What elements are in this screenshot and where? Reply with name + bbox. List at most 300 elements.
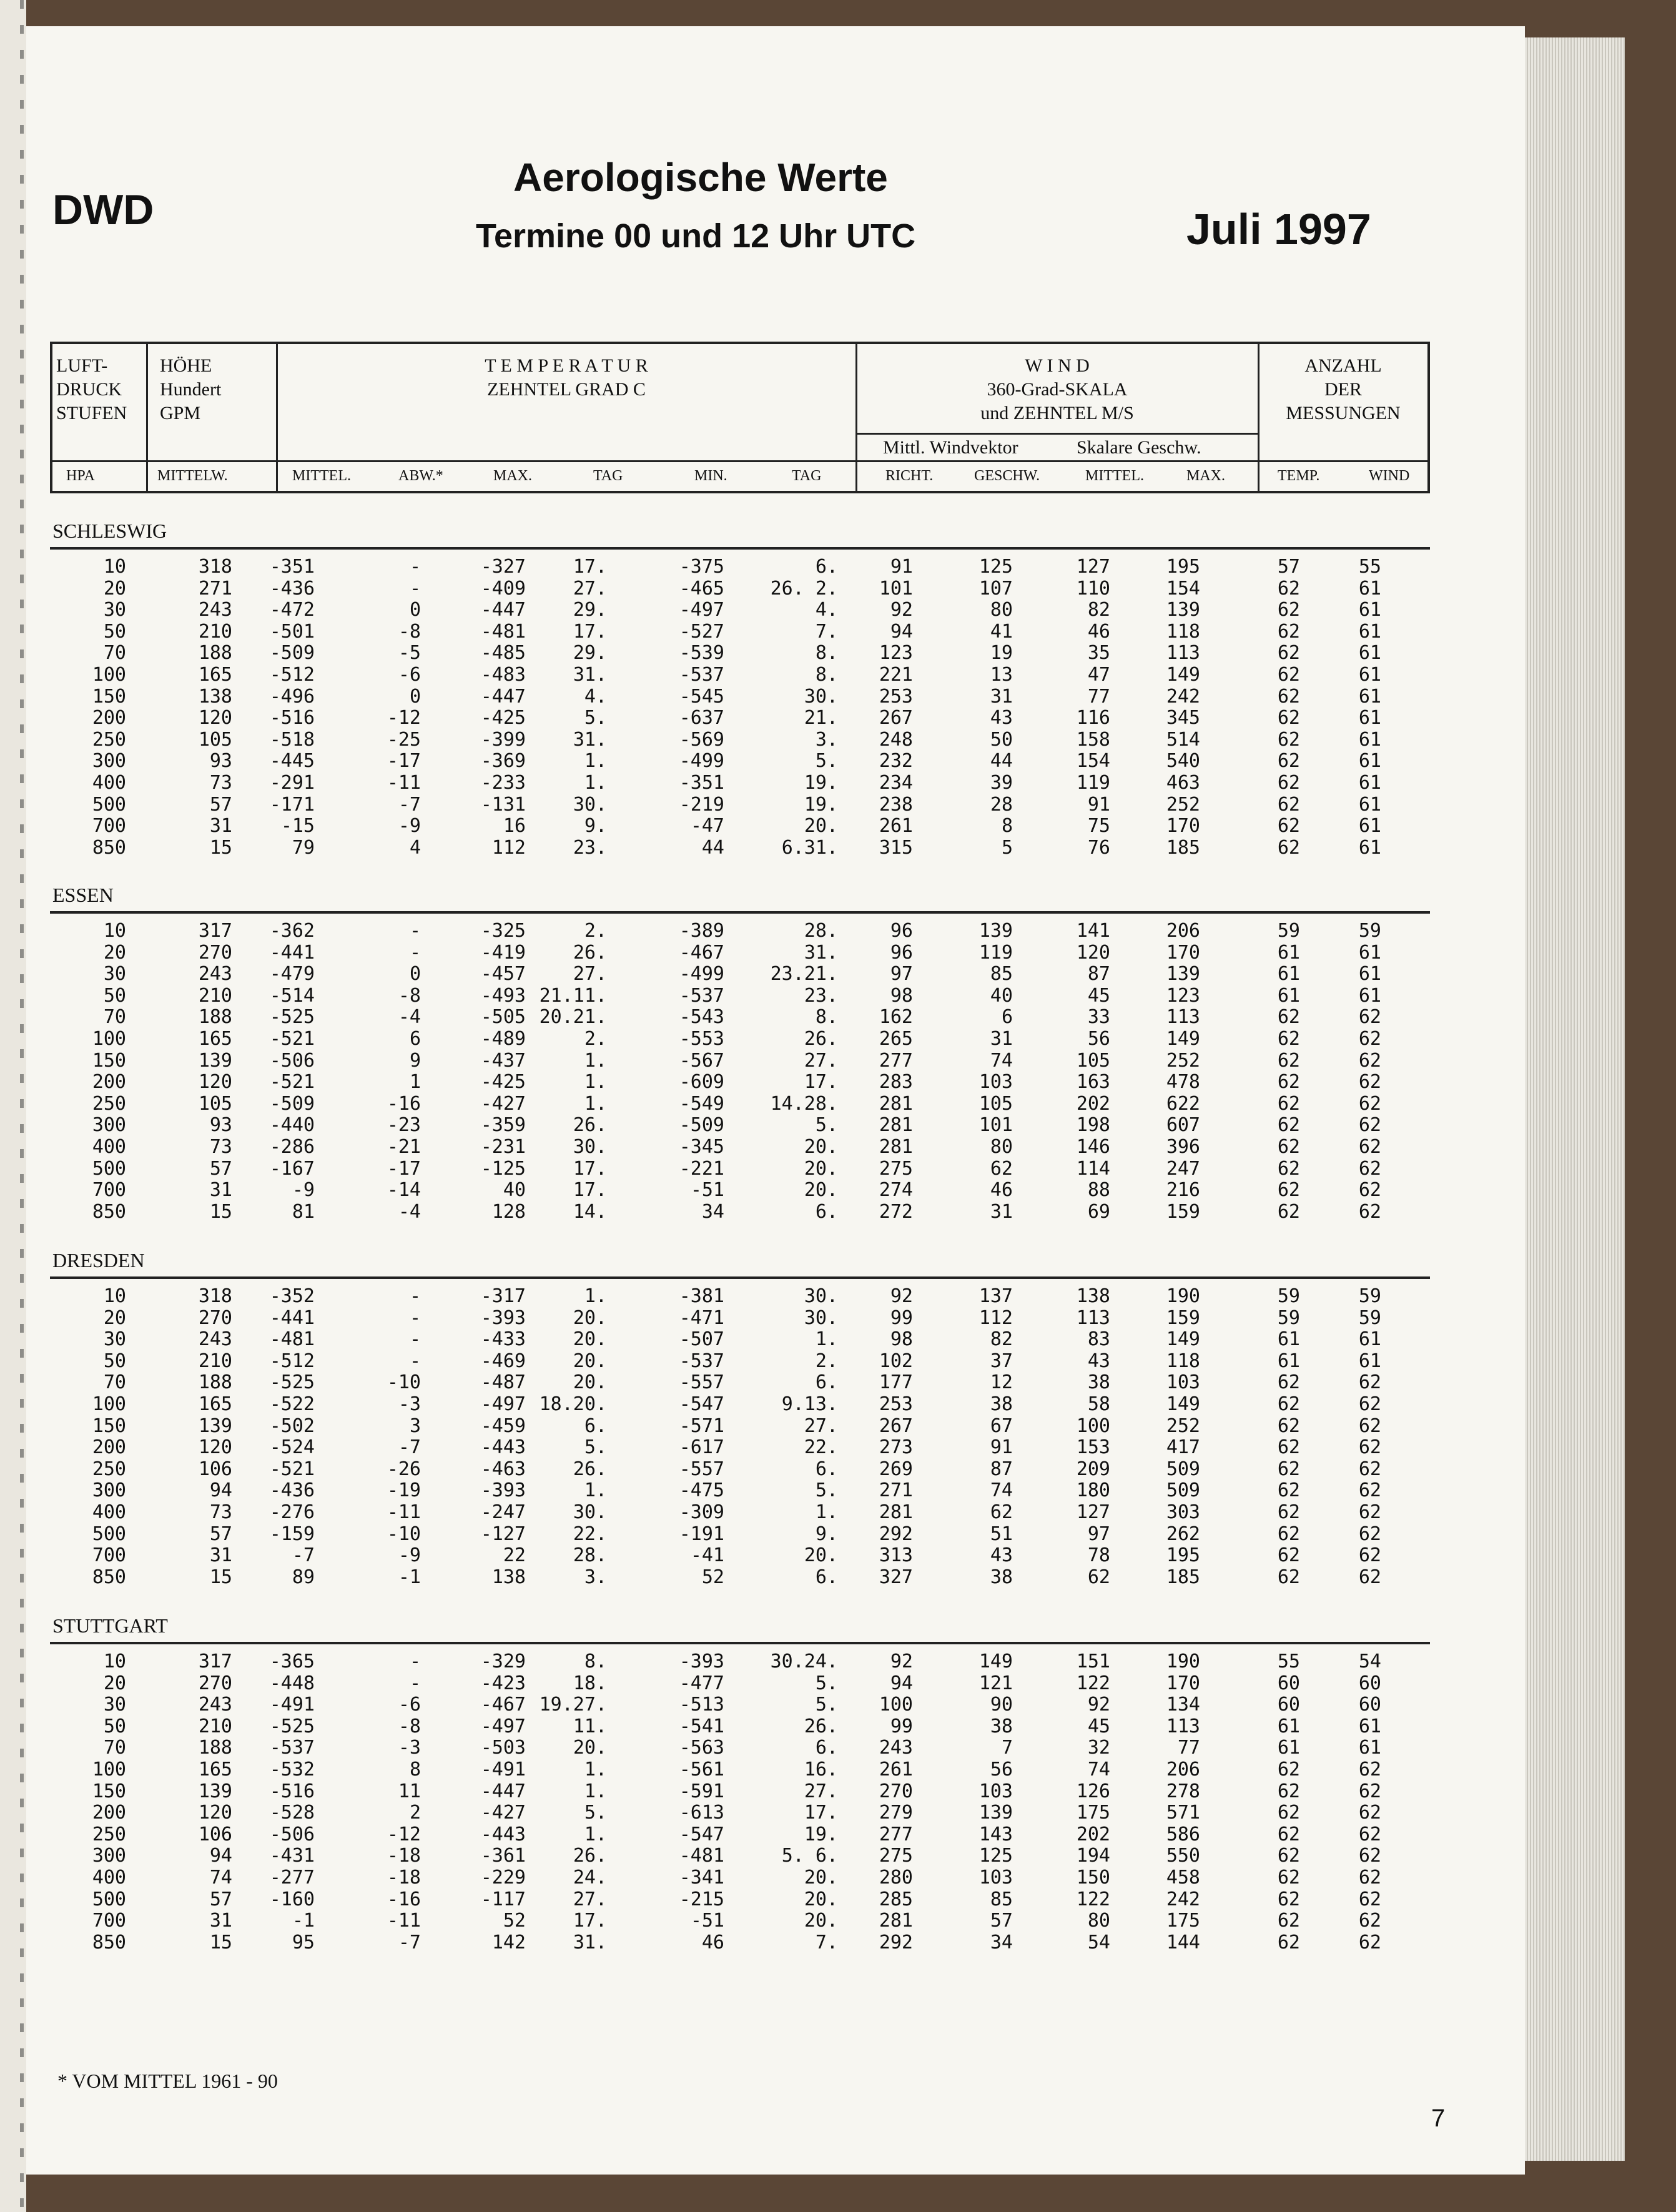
table-cell: 4. <box>584 685 607 708</box>
table-cell: -352 <box>269 1285 315 1307</box>
table-cell: 47 <box>1087 664 1110 686</box>
table-cell: -613 <box>679 1802 724 1824</box>
table-cell: 31 <box>209 1544 232 1567</box>
table-cell: 61 <box>1358 685 1381 708</box>
table-cell: 62 <box>1277 772 1300 794</box>
table-cell: 55 <box>1277 1651 1300 1672</box>
table-cell: -447 <box>480 1780 526 1802</box>
table-cell: 19. <box>804 1823 838 1845</box>
table-cell: 10 <box>103 556 126 578</box>
table-cell: 62 <box>1277 1049 1300 1072</box>
table-cell: 62 <box>1277 664 1300 686</box>
table-cell: 61 <box>1358 728 1381 751</box>
table-cell: -21 <box>387 1136 421 1158</box>
table-cell: -6 <box>398 664 421 686</box>
table-cell: -543 <box>679 1006 724 1029</box>
table-cell: 252 <box>1166 1049 1200 1072</box>
table-cell: 1. <box>584 1285 607 1307</box>
table-cell: 478 <box>1166 1071 1200 1094</box>
table-cell: 143 <box>978 1823 1013 1845</box>
table-cell: 121 <box>978 1672 1013 1694</box>
station-name: STUTTGART <box>52 1614 168 1637</box>
table-cell: 210 <box>198 984 232 1007</box>
table-cell: 700 <box>92 1544 126 1567</box>
table-cell: 242 <box>1166 1888 1200 1910</box>
table-cell: 85 <box>990 963 1013 985</box>
table-cell: 76 <box>1087 836 1110 859</box>
unit-label: HPA <box>66 468 95 484</box>
table-cell: 62 <box>1277 1910 1300 1932</box>
table-cell: - <box>409 920 421 942</box>
table-cell: 250 <box>92 1458 126 1480</box>
table-cell: 281 <box>879 1114 913 1137</box>
table-cell: 30 <box>103 1694 126 1716</box>
table-row <box>26 1651 1525 1672</box>
table-cell: -276 <box>269 1501 315 1523</box>
table-cell: 50 <box>103 984 126 1007</box>
table-cell: -459 <box>480 1415 526 1437</box>
table-cell: -419 <box>480 941 526 964</box>
table-cell: 62 <box>1277 1415 1300 1437</box>
station-name: ESSEN <box>52 884 114 906</box>
table-cell: 26. <box>573 1845 607 1867</box>
table-cell: 62 <box>1277 1802 1300 1824</box>
table-cell: 50 <box>990 728 1013 751</box>
table-cell: 30. <box>804 1306 838 1329</box>
table-cell: 98 <box>890 1328 913 1351</box>
table-cell: 45 <box>1087 1715 1110 1737</box>
table-cell: 6. <box>815 1371 838 1394</box>
table-cell: 216 <box>1166 1179 1200 1202</box>
table-cell: -10 <box>387 1523 421 1545</box>
table-cell: 400 <box>92 1867 126 1889</box>
table-cell: 1. <box>815 1328 838 1351</box>
table-cell: 120 <box>198 1436 232 1459</box>
table-cell: 17. <box>573 1157 607 1180</box>
table-row <box>26 1393 1525 1415</box>
table-cell: 91 <box>890 556 913 578</box>
table-cell: -525 <box>269 1715 315 1737</box>
table-cell: -521 <box>269 1028 315 1050</box>
table-cell: 149 <box>978 1651 1013 1672</box>
divider <box>52 460 1427 462</box>
table-cell: -443 <box>480 1823 526 1845</box>
table-cell: 6. <box>815 1737 838 1759</box>
table-cell: 267 <box>879 1415 913 1437</box>
table-cell: -16 <box>387 1888 421 1910</box>
table-cell: 61 <box>1358 1737 1381 1759</box>
table-cell: 6 <box>409 1028 421 1050</box>
table-cell: 188 <box>198 642 232 664</box>
table-cell: 62 <box>1358 1436 1381 1459</box>
table-cell: -8 <box>398 620 421 643</box>
table-cell: 194 <box>1076 1845 1110 1867</box>
table-cell: 51 <box>990 1523 1013 1545</box>
table-cell: 138 <box>1076 1285 1110 1307</box>
table-cell: -521 <box>269 1458 315 1480</box>
table-cell: -547 <box>679 1393 724 1415</box>
table-cell: -11 <box>387 772 421 794</box>
table-cell: 62 <box>1358 1867 1381 1889</box>
table-cell: 62 <box>1277 1006 1300 1029</box>
table-cell: 146 <box>1076 1136 1110 1158</box>
table-cell: 20. <box>804 815 838 837</box>
table-cell: -469 <box>480 1350 526 1372</box>
unit-label: TEMP. <box>1278 468 1320 484</box>
table-cell: -501 <box>269 620 315 643</box>
table-cell: 6. <box>815 556 838 578</box>
table-cell: - <box>409 1651 421 1672</box>
table-cell: 15 <box>209 1566 232 1588</box>
table-cell: 165 <box>198 1028 232 1050</box>
table-cell: 61 <box>1358 642 1381 664</box>
table-cell: -127 <box>480 1523 526 1545</box>
table-cell: 188 <box>198 1737 232 1759</box>
table-cell: 2. <box>815 1350 838 1372</box>
table-cell: 16 <box>503 815 526 837</box>
table-cell: 149 <box>1166 1393 1200 1415</box>
table-cell: 0 <box>409 685 421 708</box>
table-cell: -17 <box>387 1157 421 1180</box>
table-cell: 87 <box>1087 963 1110 985</box>
table-row <box>26 1201 1525 1222</box>
table-cell: 57 <box>1277 556 1300 578</box>
table-cell: 850 <box>92 1566 126 1588</box>
table-cell: -522 <box>269 1393 315 1415</box>
table-row <box>26 942 1525 963</box>
table-cell: 20. <box>573 1306 607 1329</box>
table-cell: 62 <box>1358 1523 1381 1545</box>
table-cell: 137 <box>978 1285 1013 1307</box>
table-cell: 31 <box>209 1910 232 1932</box>
table-cell: -475 <box>679 1479 724 1502</box>
table-cell: 165 <box>198 664 232 686</box>
table-cell: 313 <box>879 1544 913 1567</box>
table-cell: 6. <box>584 1415 607 1437</box>
table-row <box>26 729 1525 750</box>
table-cell: -481 <box>269 1328 315 1351</box>
table-cell: 175 <box>1076 1802 1110 1824</box>
table-cell: 31 <box>209 815 232 837</box>
table-row <box>26 963 1525 984</box>
table-cell: 5. <box>815 1694 838 1716</box>
table-cell: 52 <box>503 1910 526 1932</box>
table-cell: -393 <box>480 1306 526 1329</box>
table-cell: 128 <box>491 1200 526 1223</box>
table-cell: 277 <box>879 1823 913 1845</box>
table-cell: 126 <box>1076 1780 1110 1802</box>
table-cell: 1. <box>584 750 607 773</box>
table-cell: 1 <box>409 1071 421 1094</box>
table-cell: 221 <box>879 664 913 686</box>
table-cell: 62 <box>1358 1780 1381 1802</box>
table-cell: 30 <box>103 1328 126 1351</box>
table-cell: 29. <box>573 599 607 621</box>
table-cell: 7 <box>1001 1737 1013 1759</box>
table-cell: -433 <box>480 1328 526 1351</box>
table-cell: 27. <box>804 1049 838 1072</box>
table-cell: 107 <box>978 577 1013 600</box>
table-cell: 170 <box>1166 815 1200 837</box>
divider <box>855 433 1258 435</box>
station-rule <box>50 1642 1430 1644</box>
table-cell: 127 <box>1076 1501 1110 1523</box>
table-row <box>26 1136 1525 1157</box>
table-cell: 30 <box>103 599 126 621</box>
unit-label: MITTEL. <box>292 468 351 484</box>
col-hoehe: HÖHE Hundert GPM <box>160 355 222 423</box>
table-cell: 0 <box>409 599 421 621</box>
table-cell: 62 <box>1358 1179 1381 1202</box>
table-cell: 61 <box>1358 620 1381 643</box>
table-cell: 20. <box>804 1910 838 1932</box>
table-cell: 112 <box>491 836 526 859</box>
table-cell: 94 <box>890 1672 913 1694</box>
table-cell: 122 <box>1076 1672 1110 1694</box>
table-cell: 1. <box>584 1823 607 1845</box>
table-cell: -393 <box>480 1479 526 1502</box>
table-cell: 31. <box>573 728 607 751</box>
table-cell: -537 <box>679 984 724 1007</box>
table-cell: 509 <box>1166 1458 1200 1480</box>
table-cell: 153 <box>1076 1436 1110 1459</box>
table-cell: -325 <box>480 920 526 942</box>
table-cell: 185 <box>1166 1566 1200 1588</box>
table-cell: 119 <box>1076 772 1110 794</box>
table-cell: -427 <box>480 1802 526 1824</box>
table-cell: 8. <box>815 664 838 686</box>
table-cell: 62 <box>1358 1092 1381 1115</box>
table-cell: 285 <box>879 1888 913 1910</box>
table-cell: 62 <box>1358 1910 1381 1932</box>
table-cell: 139 <box>978 1802 1013 1824</box>
book-binding <box>0 0 26 2212</box>
table-row <box>26 985 1525 1006</box>
table-cell: 1. <box>584 1780 607 1802</box>
table-cell: 54 <box>1358 1651 1381 1672</box>
table-cell: 5. <box>815 1479 838 1502</box>
table-cell: 317 <box>198 920 232 942</box>
table-cell: 850 <box>92 1200 126 1223</box>
table-cell: -375 <box>679 556 724 578</box>
table-cell: 62 <box>1277 750 1300 773</box>
table-cell: -481 <box>679 1845 724 1867</box>
table-cell: 74 <box>1087 1759 1110 1780</box>
table-cell: -465 <box>679 577 724 600</box>
table-cell: -505 <box>480 1006 526 1029</box>
table-cell: -16 <box>387 1092 421 1115</box>
table-cell: -7 <box>398 1436 421 1459</box>
table-cell: -557 <box>679 1371 724 1394</box>
table-cell: 82 <box>1087 599 1110 621</box>
table-cell: -9 <box>398 1544 421 1567</box>
table-cell: 38 <box>990 1566 1013 1588</box>
table-cell: 139 <box>198 1415 232 1437</box>
table-cell: 250 <box>92 728 126 751</box>
table-row <box>26 1867 1525 1888</box>
table-cell: 20. <box>804 1888 838 1910</box>
table-cell: 120 <box>198 1802 232 1824</box>
table-cell: 50 <box>103 1715 126 1737</box>
table-cell: 19 <box>990 642 1013 664</box>
table-cell: 5. <box>584 707 607 729</box>
table-cell: -381 <box>679 1285 724 1307</box>
table-cell: 57 <box>209 793 232 816</box>
table-cell: 31 <box>990 685 1013 708</box>
table-cell: 62 <box>1277 1092 1300 1115</box>
table-cell: 105 <box>198 728 232 751</box>
table-cell: 26. <box>804 1715 838 1737</box>
table-cell: 62 <box>1277 836 1300 859</box>
table-cell: 59 <box>1277 920 1300 942</box>
table-cell: 5. <box>815 750 838 773</box>
table-cell: - <box>409 1328 421 1351</box>
table-cell: 571 <box>1166 1802 1200 1824</box>
table-cell: -489 <box>480 1028 526 1050</box>
table-cell: -351 <box>679 772 724 794</box>
table-cell: 700 <box>92 1910 126 1932</box>
table-cell: 150 <box>92 1049 126 1072</box>
table-cell: 141 <box>1076 920 1110 942</box>
table-cell: 59 <box>1277 1306 1300 1329</box>
page-number: 7 <box>1431 2105 1446 2132</box>
table-cell: 6 <box>1001 1006 1013 1029</box>
table-row <box>26 1071 1525 1092</box>
table-cell: 113 <box>1076 1306 1110 1329</box>
table-cell: -518 <box>269 728 315 751</box>
table-cell: 5. <box>815 1114 838 1137</box>
table-cell: 118 <box>1166 1350 1200 1372</box>
table-cell: 272 <box>879 1200 913 1223</box>
table-cell: 73 <box>209 772 232 794</box>
table-cell: 62 <box>990 1157 1013 1180</box>
table-cell: 80 <box>990 1136 1013 1158</box>
table-cell: -591 <box>679 1780 724 1802</box>
table-cell: 127 <box>1076 556 1110 578</box>
table-cell: 317 <box>198 1651 232 1672</box>
table-cell: 400 <box>92 1136 126 1158</box>
table-cell: 243 <box>198 599 232 621</box>
table-cell: 18.20. <box>539 1393 607 1415</box>
table-cell: 267 <box>879 707 913 729</box>
table-cell: 234 <box>879 772 913 794</box>
table-cell: 31 <box>990 1028 1013 1050</box>
table-cell: 62 <box>1277 577 1300 600</box>
table-cell: 80 <box>1087 1910 1110 1932</box>
table-row <box>26 1566 1525 1587</box>
table-cell: 17. <box>573 620 607 643</box>
unit-label: RICHT. <box>885 468 934 484</box>
table-cell: -23 <box>387 1114 421 1137</box>
table-cell: 40 <box>503 1179 526 1202</box>
table-cell: 327 <box>879 1566 913 1588</box>
table-row <box>26 1694 1525 1715</box>
table-cell: 21.11. <box>539 984 607 1007</box>
table-cell: 103 <box>978 1867 1013 1889</box>
table-row <box>26 837 1525 858</box>
table-cell: -571 <box>679 1415 724 1437</box>
table-cell: 198 <box>1076 1114 1110 1137</box>
table-cell: 850 <box>92 1931 126 1953</box>
table-cell: 20. <box>573 1737 607 1759</box>
table-cell: 292 <box>879 1523 913 1545</box>
table-cell: 62 <box>1358 1759 1381 1780</box>
table-cell: 120 <box>198 707 232 729</box>
table-cell: 8 <box>1001 815 1013 837</box>
table-cell: 9. <box>815 1523 838 1545</box>
table-cell: 8. <box>584 1651 607 1672</box>
table-cell: 269 <box>879 1458 913 1480</box>
table-cell: 271 <box>879 1479 913 1502</box>
table-cell: 13 <box>990 664 1013 686</box>
table-cell: 400 <box>92 1501 126 1523</box>
table-cell: -7 <box>292 1544 315 1567</box>
table-cell: -4 <box>398 1006 421 1029</box>
table-cell: 20.21. <box>539 1006 607 1029</box>
table-cell: 24. <box>573 1867 607 1889</box>
table-cell: 41 <box>990 620 1013 643</box>
table-row <box>26 1458 1525 1479</box>
table-cell: 270 <box>198 1306 232 1329</box>
table-cell: 62 <box>1277 1888 1300 1910</box>
table-cell: 73 <box>209 1136 232 1158</box>
table-cell: 4. <box>815 599 838 621</box>
table-cell: 62 <box>1277 1931 1300 1953</box>
table-cell: 26. <box>573 1114 607 1137</box>
table-cell: 77 <box>1087 685 1110 708</box>
table-cell: 20 <box>103 577 126 600</box>
table-cell: 26. 2. <box>770 577 838 600</box>
table-row <box>26 1910 1525 1931</box>
table-cell: 67 <box>990 1415 1013 1437</box>
table-cell: 60 <box>1358 1672 1381 1694</box>
table-cell: 94 <box>209 1845 232 1867</box>
table-cell: -537 <box>679 664 724 686</box>
table-cell: -513 <box>679 1694 724 1716</box>
table-cell: 270 <box>198 941 232 964</box>
table-cell: -5 <box>398 642 421 664</box>
table-cell: 44 <box>990 750 1013 773</box>
month-label: Juli 1997 <box>1186 205 1371 254</box>
table-cell: 238 <box>879 793 913 816</box>
table-cell: -541 <box>679 1715 724 1737</box>
table-cell: -553 <box>679 1028 724 1050</box>
table-cell: 52 <box>701 1566 724 1588</box>
table-cell: 31 <box>990 1200 1013 1223</box>
table-cell: 123 <box>1166 984 1200 1007</box>
table-cell: 57 <box>209 1888 232 1910</box>
table-row <box>26 686 1525 707</box>
table-cell: 500 <box>92 1523 126 1545</box>
table-cell: 280 <box>879 1867 913 1889</box>
table-cell: 122 <box>1076 1888 1110 1910</box>
table-row <box>26 750 1525 771</box>
col-wind: W I N D 360-Grad-SKALA und ZEHNTEL M/S <box>980 355 1134 423</box>
table-cell: -440 <box>269 1114 315 1137</box>
table-cell: 62 <box>1277 728 1300 751</box>
table-cell: 262 <box>1166 1523 1200 1545</box>
table-cell: 243 <box>198 963 232 985</box>
table-cell: 113 <box>1166 1715 1200 1737</box>
table-cell: 200 <box>92 707 126 729</box>
table-cell: 170 <box>1166 941 1200 964</box>
table-cell: 39 <box>990 772 1013 794</box>
table-cell: 62 <box>1277 1867 1300 1889</box>
table-cell: -557 <box>679 1458 724 1480</box>
table-row <box>26 1737 1525 1758</box>
table-cell: 62 <box>1277 1200 1300 1223</box>
table-cell: -329 <box>480 1651 526 1672</box>
